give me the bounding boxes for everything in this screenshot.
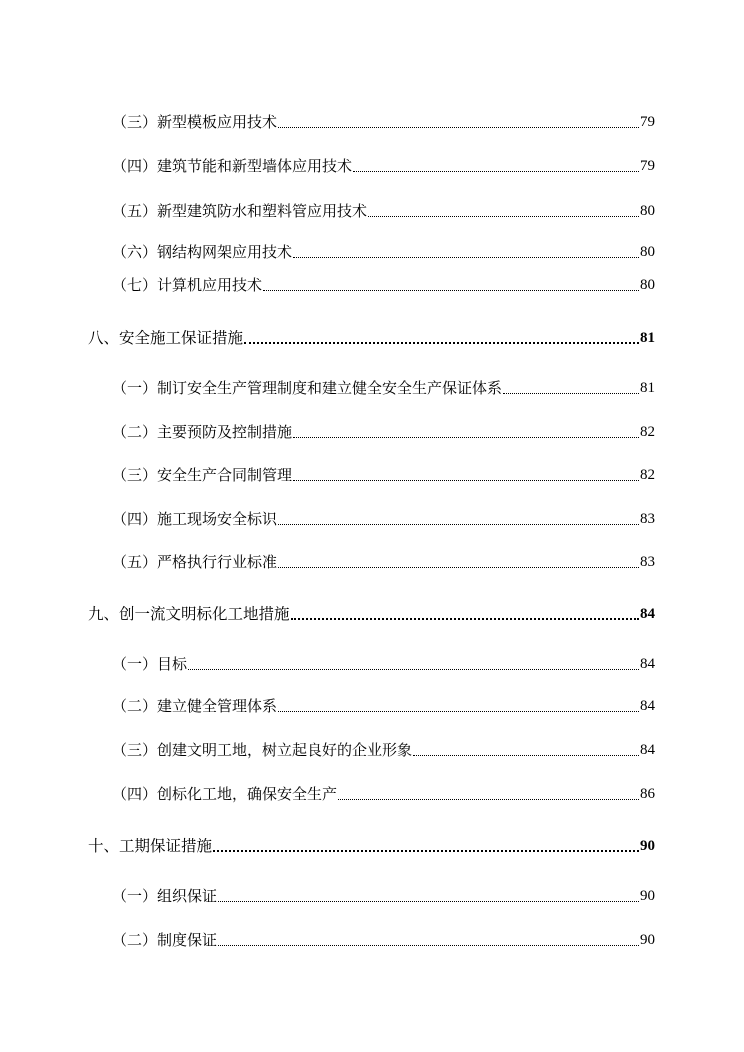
- toc-entry-label: （三）新型模板应用技术: [112, 113, 278, 131]
- toc-subsection-entry[interactable]: [0, 926, 744, 950]
- toc-subsection-entry[interactable]: [0, 780, 744, 804]
- dot-leader: [338, 799, 639, 800]
- toc-subsection-entry[interactable]: [0, 736, 744, 760]
- toc-page-number: 83: [640, 511, 655, 527]
- toc-section-entry[interactable]: [0, 324, 744, 348]
- toc-entry-label: （五）严格执行行业标准: [112, 553, 278, 571]
- toc-subsection-entry[interactable]: [0, 692, 744, 716]
- dot-leader: [278, 127, 639, 128]
- dot-leader: [244, 342, 639, 344]
- toc-page-number: 83: [640, 554, 655, 570]
- toc-subsection-entry[interactable]: [0, 108, 744, 132]
- toc-entry-label: （一）目标: [112, 655, 188, 673]
- dot-leader: [291, 618, 639, 620]
- dot-leader: [278, 524, 639, 525]
- toc-subsection-entry[interactable]: [0, 548, 744, 572]
- dot-leader: [503, 393, 639, 394]
- toc-page-number: 80: [640, 244, 655, 260]
- toc-section-entry[interactable]: [0, 600, 744, 624]
- toc-entry-label: （四）创标化工地，确保安全生产: [112, 785, 338, 803]
- toc-subsection-entry[interactable]: [0, 238, 744, 262]
- toc-page-number: 82: [640, 467, 655, 483]
- toc-entry-label: （二）建立健全管理体系: [112, 697, 278, 715]
- toc-entry-label: 十、工期保证措施: [88, 837, 213, 855]
- toc-subsection-entry[interactable]: [0, 271, 744, 295]
- dot-leader: [278, 567, 639, 568]
- dot-leader: [263, 290, 639, 291]
- toc-page-number: 81: [640, 330, 655, 346]
- toc-subsection-entry[interactable]: [0, 505, 744, 529]
- dot-leader: [278, 711, 639, 712]
- toc-subsection-entry[interactable]: [0, 461, 744, 485]
- dot-leader: [293, 480, 639, 481]
- toc-entry-label: （一）组织保证: [112, 887, 218, 905]
- toc-section-entry[interactable]: [0, 832, 744, 856]
- dot-leader: [188, 669, 639, 670]
- toc-entry-label: （二）主要预防及控制措施: [112, 423, 293, 441]
- dot-leader: [353, 171, 639, 172]
- toc-page-number: 79: [640, 114, 655, 130]
- toc-page-number: 90: [640, 932, 655, 948]
- toc-entry-label: 八、安全施工保证措施: [88, 329, 244, 347]
- toc-entry-label: （四）施工现场安全标识: [112, 510, 278, 528]
- toc-page-number: 90: [640, 838, 655, 854]
- dot-leader: [293, 257, 639, 258]
- toc-entry-label: 九、创一流文明标化工地措施: [88, 605, 290, 623]
- dot-leader: [293, 437, 639, 438]
- toc-subsection-entry[interactable]: [0, 374, 744, 398]
- toc-subsection-entry[interactable]: [0, 152, 744, 176]
- toc-page-number: 81: [640, 380, 655, 396]
- toc-page-number: 80: [640, 203, 655, 219]
- dot-leader: [218, 945, 639, 946]
- toc-subsection-entry[interactable]: [0, 418, 744, 442]
- dot-leader: [368, 216, 639, 217]
- toc-entry-label: （三）安全生产合同制管理: [112, 466, 293, 484]
- toc-entry-label: （六）钢结构网架应用技术: [112, 243, 293, 261]
- toc-entry-label: （二）制度保证: [112, 931, 218, 949]
- toc-subsection-entry[interactable]: [0, 650, 744, 674]
- toc-entry-label: （三）创建文明工地，树立起良好的企业形象: [112, 741, 413, 759]
- toc-page-number: 84: [640, 656, 655, 672]
- toc-page-number: 84: [640, 606, 655, 622]
- toc-page-number: 82: [640, 424, 655, 440]
- toc-page-number: 79: [640, 158, 655, 174]
- dot-leader: [218, 901, 639, 902]
- toc-page-number: 80: [640, 277, 655, 293]
- toc-entry-label: （一）制订安全生产管理制度和建立健全安全生产保证体系: [112, 379, 503, 397]
- toc-page-number: 84: [640, 698, 655, 714]
- toc-subsection-entry[interactable]: [0, 197, 744, 221]
- dot-leader: [213, 850, 639, 852]
- toc-page-number: 90: [640, 888, 655, 904]
- toc-page-number: 84: [640, 742, 655, 758]
- toc-page-number: 86: [640, 786, 655, 802]
- dot-leader: [413, 755, 639, 756]
- toc-entry-label: （七）计算机应用技术: [112, 276, 263, 294]
- toc-subsection-entry[interactable]: [0, 882, 744, 906]
- toc-entry-label: （五）新型建筑防水和塑料管应用技术: [112, 202, 368, 220]
- toc-entry-label: （四）建筑节能和新型墙体应用技术: [112, 157, 353, 175]
